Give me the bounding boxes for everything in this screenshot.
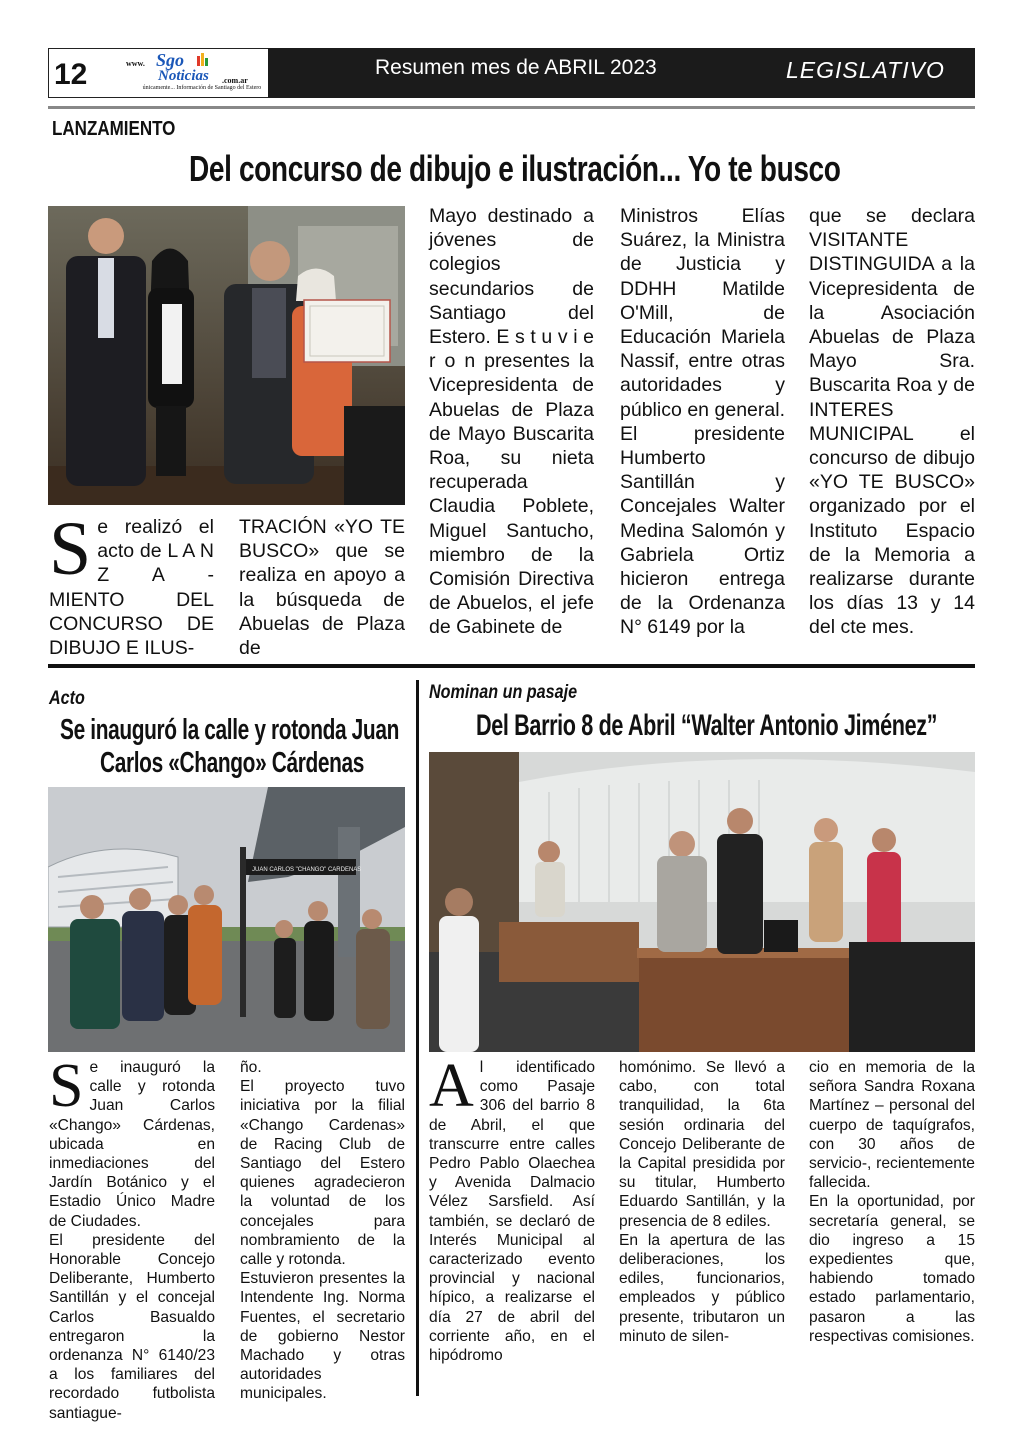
article3-col1: Al identificado como Pasaje 306 del barrio 8 de Abril, el que transcurre entre calles Pedro Pablo Olaechea y Avenida Dalmacio Vélez Sarsfield. Así también, se declaró de Interés Municipal al caracterizado evento provincial y nacional hípico, a realizarse el día 27 de abril del corriente año, en el hipódromo — [429, 1052, 595, 1365]
issue-subtitle: Resumen mes de ABRIL 2023 — [375, 56, 657, 79]
article2-photo — [48, 787, 405, 1052]
article1-kicker: LANZAMIENTO — [52, 118, 176, 140]
article1-col1: Se realizó el acto de L A N Z A - MIENTO DEL CONCURSO DE DIBUJO E ILUS- — [49, 507, 214, 660]
article1-title: Del concurso de dibujo e ilustración... Yo te busco — [189, 148, 841, 189]
header-rule — [48, 106, 975, 109]
article1-photo — [48, 206, 405, 505]
article3-drop-cap: A — [429, 1052, 474, 1120]
article3-title: Del Barrio 8 de Abril “Walter Antonio Jiménez” — [476, 709, 938, 742]
section-divider — [48, 664, 975, 668]
street-sign: JUAN CARLOS "CHANGO" CARDENAS — [252, 867, 362, 873]
article1-drop-cap: S — [49, 507, 92, 591]
article2-col1: Se inauguró la calle y rotonda Juan Carlos «Chango» Cárdenas, ubicada en inmediaciones del Jardín Botánico y el Estadio Único Madre de Ciudades. El presidente del Honorable Concejo Deliberante, Humberto Santillán y el concejal Carlos Basualdo entregaron la ordenanza N° 6140/23 a los familiares del recordado futbolista santiague- — [49, 1052, 215, 1422]
article1-col5: que se declara VISITANTE DISTINGUIDA a la Vicepresidenta de la Asociación Abuelas de Plaza Mayo Sra. Buscarita Roa y de INTERES MUNICIPAL el concurso de dibujo «YO TE BUSCO» organizado por el Instituto Espacio de la Memoria a realizarse durante los días 13 y 14 del cte mes. — [809, 205, 975, 639]
page-number: 12 — [54, 58, 88, 91]
article2-kicker: Acto — [49, 688, 85, 709]
article3-photo — [429, 752, 975, 1052]
article3-col2: homónimo. Se llevó a cabo, con total tranquilidad, la 6ta sesión ordinaria del Concejo Deliberante de la Capital presidida por su titular, Humberto Eduardo Santillán, y la presencia de 8 ediles. En la apertura de las deliberaciones, los ediles, funcionarios, empleados y público presente, tributaron un minuto de silen- — [619, 1059, 785, 1345]
article3-col3: cio en memoria de la señora Sandra Roxana Martínez – personal del cuerpo de taquígrafos, con 30 años de servicio-, recientemente fallecida. En la oportunidad, por secretaría general, se dio ingreso a 15 expedientes que, habiendo tomado estado parlamentario, pasaron a las respectivas comisiones. — [809, 1059, 975, 1345]
article2-drop-cap: S — [49, 1052, 84, 1120]
article1-col2: TRACIÓN «YO TE BUSCO» que se realiza en apoyo a la búsqueda de Abuelas de Plaza de — [239, 516, 405, 660]
article3-kicker: Nominan un pasaje — [429, 682, 578, 703]
article2-title-line1: Se inauguró la calle y rotonda Juan — [60, 714, 399, 746]
article2-title-line2: Carlos «Chango» Cárdenas — [100, 747, 365, 779]
article1-col3: Mayo destinado a jóvenes de colegios secundarios de Santiago del Estero. E s t u v i e r o n presentes la Vicepresidenta de Abuelas de Plaza de Mayo Buscarita Roa, su nieta recuperada Claudia Poblete, Miguel Santucho, miembro de la Comisión Directiva de Abuelos, el jefe de Gabinete de — [429, 205, 594, 639]
column-divider — [416, 680, 419, 1396]
site-logo: www. Sgo Noticias .com.ar únicamente... Información de Santiago del Estero — [126, 50, 262, 91]
article1-col4: Ministros Elías Suárez, la Ministra de Justicia y DDHH Matilde O'Mill, de Educación Mariela Nassif, entre otras autoridades y público en general. El presidente Humberto Santillán y Concejales Walter Medina Salomón y Gabriela Ortiz hicieron entrega de la Ordenanza N° 6149 por la — [620, 205, 785, 639]
article2-col2: ño. El proyecto tuvo iniciativa por la filial «Chango Cardenas» de Racing Club de Santiago del Estero quienes agradecieron la voluntad de los concejales para nombramiento de la calle y rotonda. Estuvieron presentes la Intendente Ing. Norma Fuentes, el secretario de gobierno Nestor Machado y otras autoridades municipales. — [240, 1059, 405, 1403]
section-name: LEGISLATIVO — [786, 57, 945, 83]
